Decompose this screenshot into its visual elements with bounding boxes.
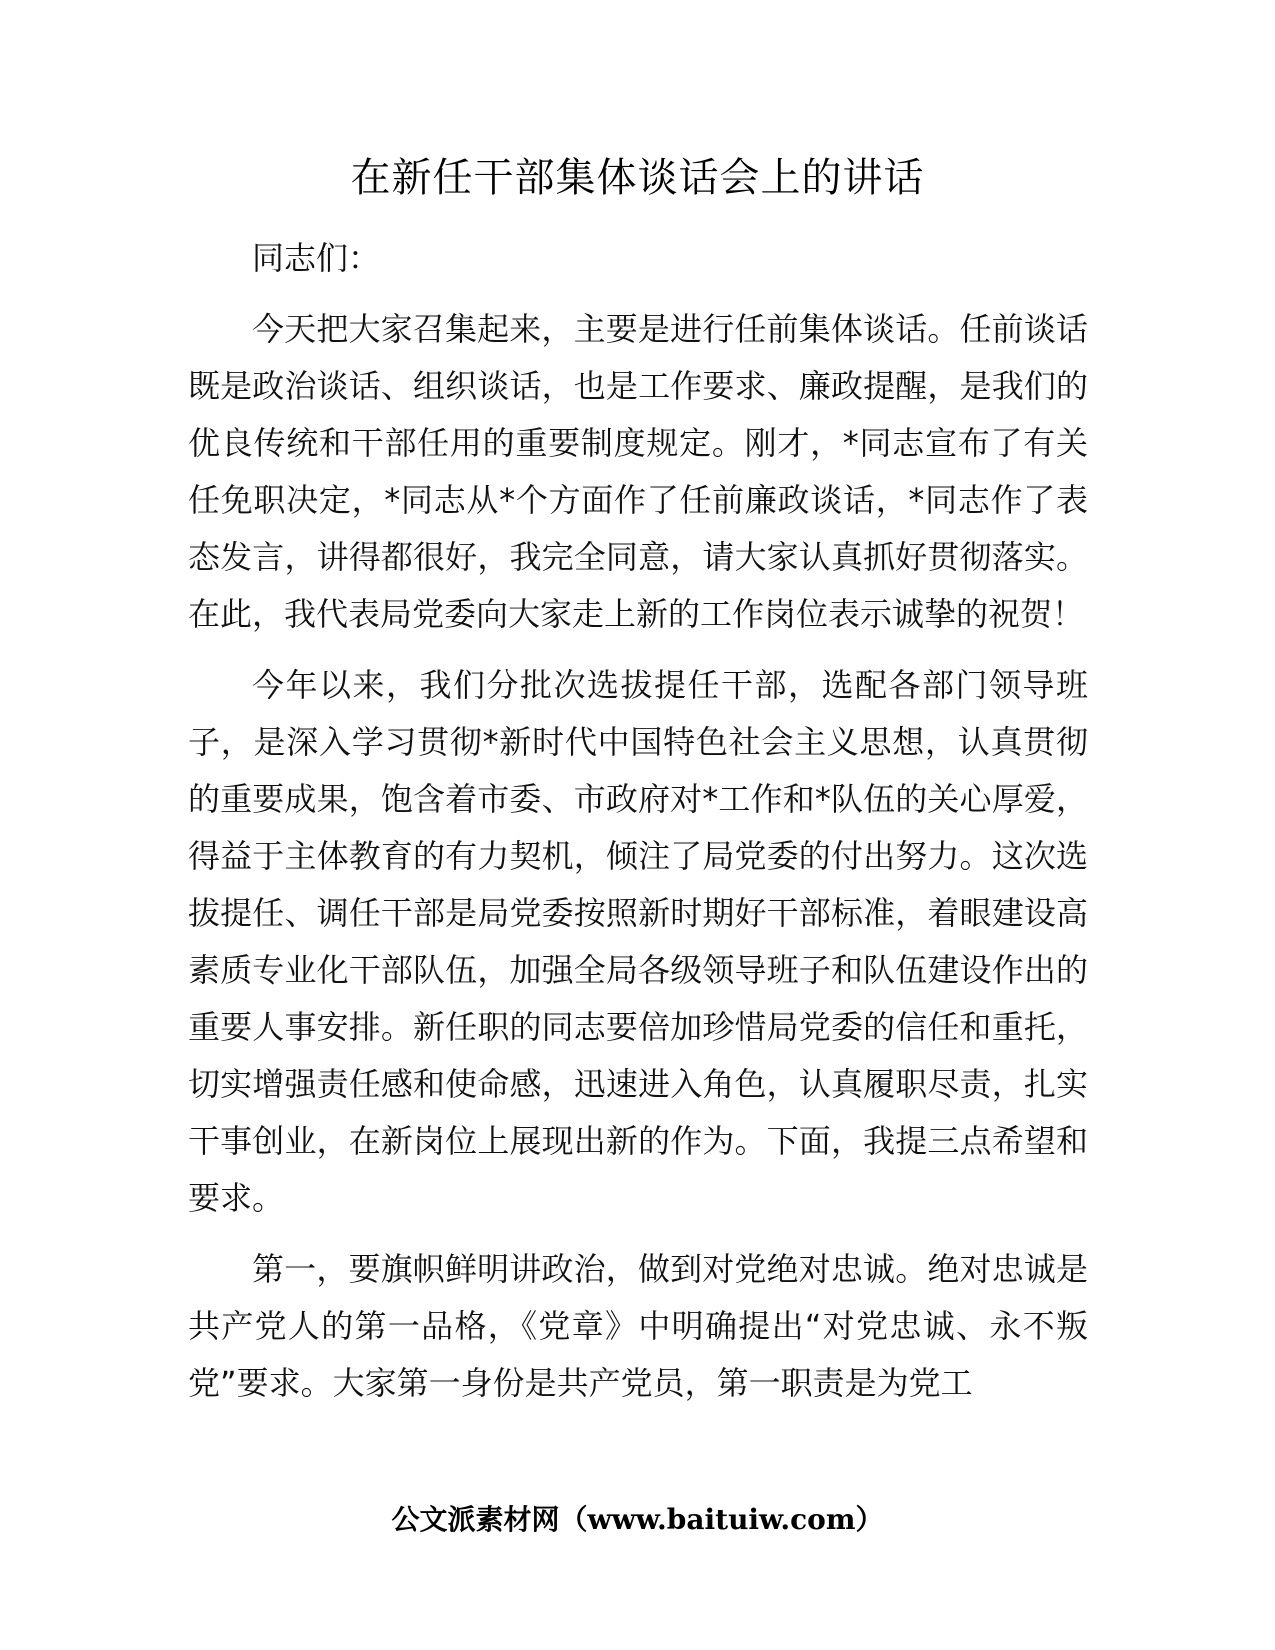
paragraph-1: 今天把大家召集起来，主要是进行任前集体谈话。任前谈话既是政治谈话、组织谈话，也是工作要求、廉政提醒，是我们的优良传统和干部任用的重要制度规定。刚才，*同志宣布了有关任免职决定，*同志从*个方面作了任前廉政谈话，*同志作了表态发言，讲得都很好，我完全同意，请大家认真抓好贯彻落实。在此，我代表局党委向大家走上新的工作岗位表示诚挚的祝贺！ [188,310,1088,633]
footer-watermark: 公文派素材网（www.baituiw.com） [391,1503,884,1536]
document-body [188,230,1088,1426]
document-title: 在新任干部集体谈话会上的讲话 [350,155,925,201]
paragraph-2: 今年以来，我们分批次选拔提任干部，选配各部门领导班子，是深入学习贯彻*新时代中国特色社会主义思想，认真贯彻的重要成果，饱含着市委、市政府对*工作和*队伍的关心厚爱，得益于主体教育的有力契机，倾注了局党委的付出努力。这次选拔提任、调任干部是局党委按照新时期好干部标准，着眼建设高素质专业化干部队伍，加强全局各级领导班子和队伍建设作出的重要人事安排。新任职的同志要倍加珍惜局党委的信任和重托，切实增强责任感和使命感，迅速进入角色，认真履职尽责，扎实干事创业，在新岗位上展现出新的作为。下面，我提三点希望和要求。 [188,666,1088,1217]
salutation: 同志们： [252,239,381,277]
paragraph-3: 第一，要旗帜鲜明讲政治，做到对党绝对忠诚。绝对忠诚是共产党人的第一品格，《党章》中明确提出“对党忠诚、永不叛党”要求。大家第一身份是共产党员，第一职责是为党工 [188,1250,1088,1402]
